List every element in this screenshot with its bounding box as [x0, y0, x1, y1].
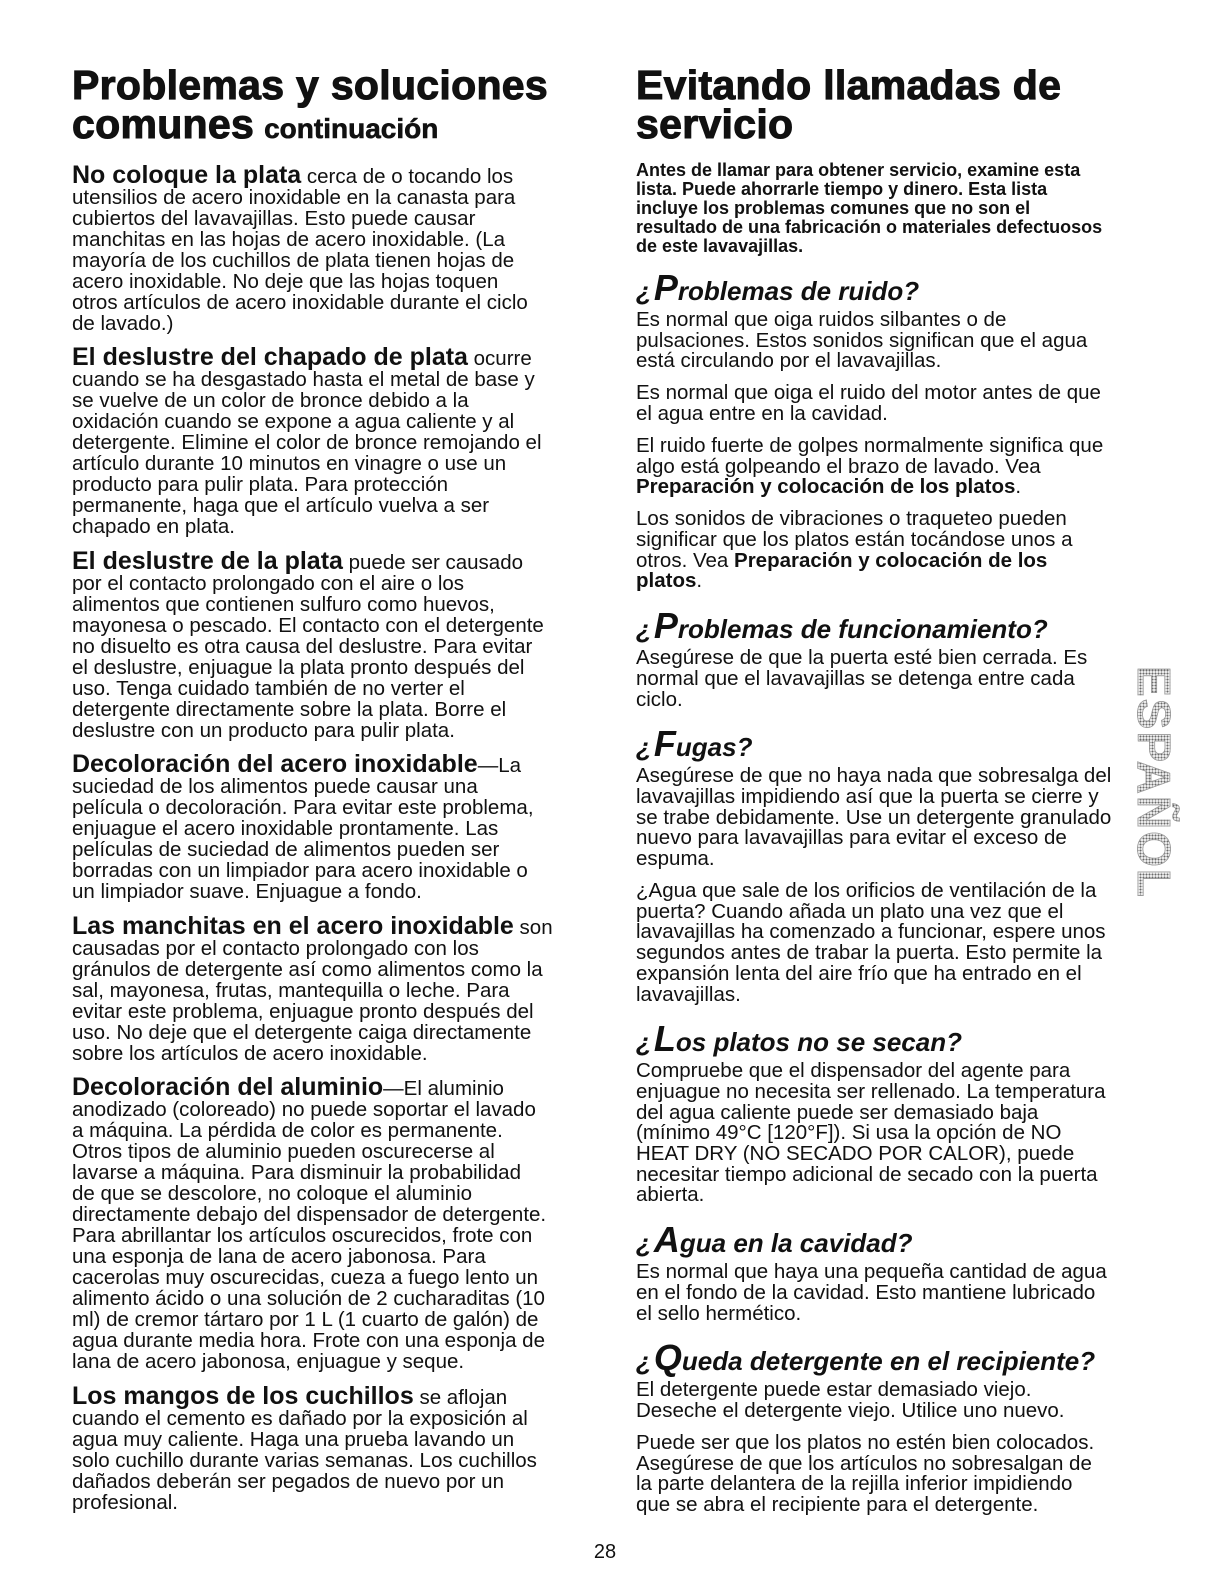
topic-heading	[636, 604, 1122, 646]
tip-paragraph	[72, 160, 592, 335]
topic-not-drying	[636, 1017, 1122, 1207]
topic-heading	[636, 1336, 1122, 1378]
heading-rest: os platos no se secan?	[675, 1026, 962, 1057]
tip-lead: Las manchitas en el acero inoxidable	[72, 911, 514, 940]
intro-paragraph: Antes de llamar para obtener servicio, examine esta lista. Puede ahorrarle tiempo y dinero. Esta lista incluye los problemas comunes que no son el resultado de una fabricación o materiales defectuosos de este lavavajillas.	[636, 159, 1103, 256]
paragraph-tail: .	[696, 569, 703, 593]
heading-initial: Q	[653, 1336, 682, 1378]
topic-paragraph: ¿Agua que sale de los orificios de ventilación de la puerta? Cuando añada un plato una vez que el lavavajillas ha comenzado a funcionar, espere unos segundos antes de trabar la puerta. Esto permite la expansión lenta del aire frío que ha entrado en el lavavajillas.	[636, 879, 1106, 1006]
right-page-title	[636, 62, 1062, 147]
tip-paragraph	[72, 546, 592, 742]
heading-question-mark: ¿	[636, 1227, 652, 1258]
topic-leaks	[636, 722, 1122, 1006]
topic-paragraph	[636, 509, 1122, 592]
tip-lead: Decoloración del aluminio	[72, 1073, 384, 1102]
language-side-tab: ESPAÑOL	[1128, 666, 1180, 899]
tip-paragraph	[72, 1382, 592, 1515]
left-title-line-1: Problemas y soluciones	[72, 62, 548, 108]
heading-rest: gua en la cavidad?	[679, 1227, 913, 1258]
tip-text: —El aluminio anodizado (coloreado) no puede soportar el lavado a máquina. La pérdida de color es permanente. Otros tipos de aluminio pueden oscurecerse al lavarse a máquina. Para disminuir la probabilidad de que se descolore, no coloque el aluminio directamente debajo del dispensador de detergente. Para abrillantar los artículos oscurecidos, frote con una esponja de lana de acero jabonosa. Para cacerolas muy oscurecidas, cueza a fuego lento un alimento ácido o una solución de 2 cucharaditas (10 ml) de cremor tártaro por 1 L (1 cuarto de galón) de agua durante media hora. Frote con una esponja de lana de acero jabonosa, enjuague y seque.	[72, 1077, 547, 1374]
heading-initial: L	[653, 1017, 676, 1059]
tip-lead: Los mangos de los cuchillos	[72, 1382, 414, 1411]
paragraph-tail: .	[1015, 475, 1022, 499]
heading-question-mark: ¿	[636, 1345, 652, 1376]
topic-paragraph: Compruebe que el dispensador del agente para enjuague no necesita ser rellenado. La temperatura del agua caliente puede ser demasiado baja (mínimo 49°C [120°F]). Si usa la opción de NO HEAT DRY (NO SECADO POR CALOR), puede necesitar tiempo adicional de secado con la puerta abierta.	[636, 1059, 1106, 1207]
paragraph-text: Los sonidos de vibraciones o traqueteo pueden significar que los platos están tocándose unos a otros. Vea	[636, 507, 1073, 572]
right-column-body	[636, 161, 1122, 1516]
heading-rest: roblemas de ruido?	[677, 275, 920, 306]
heading-initial: P	[653, 266, 678, 308]
tip-text: son causadas por el contacto prolongado con los gránulos de detergente así como alimentos como la sal, mayonesa, frutas, mantequilla o leche. Para evitar este problema, enjuague pronto después del uso. No deje que el detergente caiga directamente sobre los artículos de acero inoxidable.	[72, 915, 553, 1065]
tip-paragraph	[72, 911, 592, 1065]
topic-heading	[636, 1218, 1122, 1260]
topic-paragraph: Es normal que oiga ruidos silbantes o de pulsaciones. Estos sonidos significan que el agua está circulando por el lavavajillas.	[636, 307, 1088, 373]
tip-text: —La suciedad de los alimentos puede causar una película o decoloración. Para evitar este problema, enjuague el acero inoxidable prontamente. Las películas de suciedad de alimentos pueden ser borradas con un limpiador para acero inoxidable o un limpiador suave. Enjuague a fondo.	[72, 754, 534, 904]
paragraph-reference: Preparación y colocación de los platos	[636, 475, 1016, 499]
topic-water-in-tub	[636, 1218, 1122, 1325]
topic-paragraph: Asegúrese de que la puerta esté bien cerrada. Es normal que el lavavajillas se detenga entre cada ciclo.	[636, 646, 1088, 711]
left-title-line-2	[72, 101, 548, 148]
topic-paragraph: Puede ser que los platos no estén bien colocados. Asegúrese de que los artículos no sobresalgan de la parte delantera de la rejilla inferior impidiendo que se abra el recipiente para el detergente.	[636, 1430, 1095, 1517]
tip-lead: No coloque la plata	[72, 160, 302, 189]
topic-paragraph: Es normal que oiga el ruido del motor antes de que el agua entre en la cavidad.	[636, 381, 1101, 425]
heading-initial: A	[653, 1218, 680, 1260]
heading-initial: F	[653, 722, 676, 764]
left-title-continuation: continuación	[264, 113, 439, 144]
heading-question-mark: ¿	[636, 1026, 652, 1057]
heading-rest: roblemas de funcionamiento?	[677, 613, 1048, 644]
tip-paragraph	[72, 343, 592, 539]
topic-noise	[636, 266, 1122, 593]
heading-rest: ueda detergente en el recipiente?	[681, 1345, 1096, 1376]
heading-rest: ugas?	[675, 731, 753, 762]
paragraph-reference: Preparación y colocación de los platos	[636, 548, 1048, 593]
topic-paragraph: El detergente puede estar demasiado viejo. Deseche el detergente viejo. Utilice uno nuevo.	[636, 1378, 1065, 1422]
left-title-main: comunes	[72, 101, 255, 147]
topic-heading	[636, 266, 1122, 308]
tip-lead: Decoloración del acero inoxidable	[72, 750, 478, 779]
heading-question-mark: ¿	[636, 613, 652, 644]
heading-question-mark: ¿	[636, 275, 652, 306]
right-title-line-1: Evitando llamadas de	[636, 62, 1062, 108]
tip-lead: El deslustre de la plata	[72, 546, 343, 575]
heading-question-mark: ¿	[636, 731, 652, 762]
topic-heading	[636, 722, 1122, 764]
topic-heading	[636, 1017, 1122, 1059]
topic-paragraph: Es normal que haya una pequeña cantidad de agua en el fondo de la cavidad. Esto mantiene lubricado el sello hermético.	[636, 1260, 1107, 1325]
left-column-body	[72, 160, 592, 1515]
topic-paragraph: Asegúrese de que no haya nada que sobresalga del lavavajillas impidiendo así que la puerta se cierre y se trabe debidamente. Use un detergente granulado nuevo para lavavajillas para evitar el exceso de espuma.	[636, 764, 1112, 871]
tip-text: ocurre cuando se ha desgastado hasta el metal de base y se vuelve de un color de bronce debido a la oxidación cuando se expone a agua caliente y al detergente. Elimine el color de bronce remojando el artículo durante 10 minutos en vinagre o use un producto para pulir plata. Para protección permanente, haga que el artículo vuelva a ser chapado en plata.	[72, 347, 542, 539]
tip-paragraph	[72, 1073, 592, 1374]
tip-text: puede ser causado por el contacto prolongado con el aire o los alimentos que contienen sulfuro como huevos, mayonesa o pescado. El contacto con el detergente no disuelto es otra causa del deslustre. Para evitar el deslustre, enjuague la plata pronto después del uso. Tenga cuidado también de no verter el detergente directamente sobre la plata. Borre el deslustre con un producto para pulir plata.	[72, 550, 544, 742]
paragraph-text: El ruido fuerte de golpes normalmente significa que algo está golpeando el brazo de lavado. Vea	[636, 433, 1104, 478]
tip-lead: El deslustre del chapado de plata	[72, 343, 468, 372]
tip-paragraph	[72, 750, 592, 904]
topic-operation	[636, 604, 1122, 711]
page-number: 28	[593, 1541, 617, 1563]
right-title-line-2: servicio	[636, 101, 794, 147]
topic-paragraph	[636, 433, 1122, 499]
tip-text: se aflojan cuando el cemento es dañado por la exposición al agua muy caliente. Haga una prueba lavando un solo cuchillo durante varias semanas. Los cuchillos dañados deberán ser pegados de nuevo por un profesional.	[72, 1386, 537, 1515]
heading-initial: P	[653, 604, 678, 646]
left-page-title	[72, 62, 548, 148]
topic-detergent-left	[636, 1336, 1122, 1517]
tip-text: cerca de o tocando los utensilios de acero inoxidable en la canasta para cubiertos del lavavajillas. Esto puede causar manchitas en las hojas de acero inoxidable. (La mayoría de los cuchillos de plata tienen hojas de acero inoxidable. No deje que las hojas toquen otros artículos de acero inoxidable durante el ciclo de lavado.)	[72, 164, 528, 335]
